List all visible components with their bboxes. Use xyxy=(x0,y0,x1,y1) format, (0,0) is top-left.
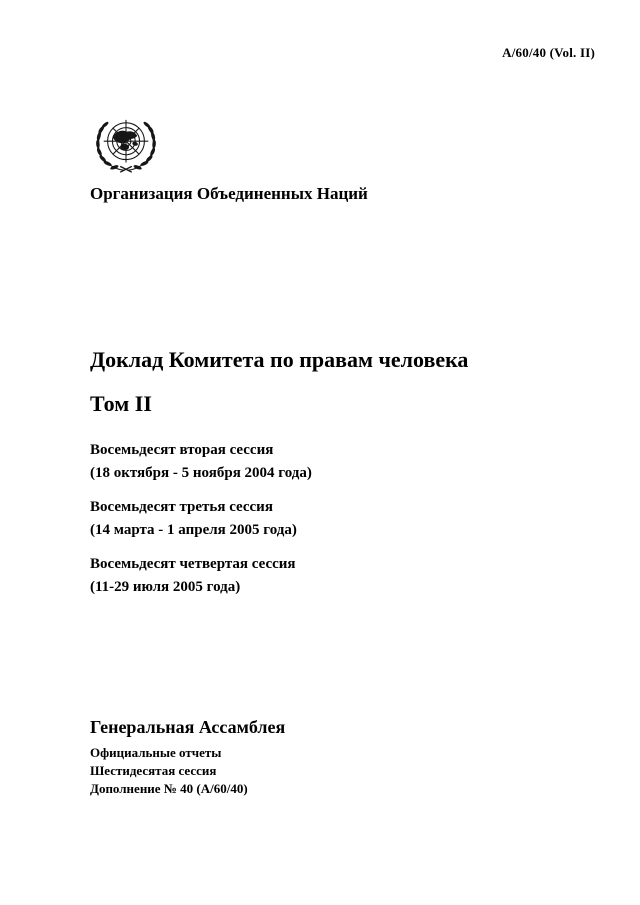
session-dates: (18 октября - 5 ноября 2004 года) xyxy=(90,465,312,481)
title-block xyxy=(90,347,560,417)
un-emblem-icon xyxy=(93,116,159,178)
session-dates: (11-29 июля 2005 года) xyxy=(90,579,241,595)
session-name: Восемьдесят вторая сессия xyxy=(90,442,274,458)
footer-block xyxy=(90,716,510,798)
session-dates: (14 марта - 1 апреля 2005 года) xyxy=(90,522,297,538)
document-volume: Том II xyxy=(90,391,152,417)
document-symbol: A/60/40 (Vol. II) xyxy=(502,45,595,60)
session-item xyxy=(90,553,510,599)
session-name: Восемьдесят четвертая сессия xyxy=(90,556,296,572)
assembly-title: Генеральная Ассамблея xyxy=(90,717,286,737)
organization-name: Организация Объединенных Наций xyxy=(90,184,368,203)
official-records-line: Официальные отчеты xyxy=(90,745,222,760)
assembly-session-line: Шестидесятая сессия xyxy=(90,763,217,778)
document-title: Доклад Комитета по правам человека xyxy=(90,347,469,372)
session-item xyxy=(90,496,510,542)
session-item xyxy=(90,439,510,485)
supplement-line: Дополнение № 40 (A/60/40) xyxy=(90,781,248,796)
session-name: Восемьдесят третья сессия xyxy=(90,499,273,515)
sessions-list xyxy=(90,439,510,610)
